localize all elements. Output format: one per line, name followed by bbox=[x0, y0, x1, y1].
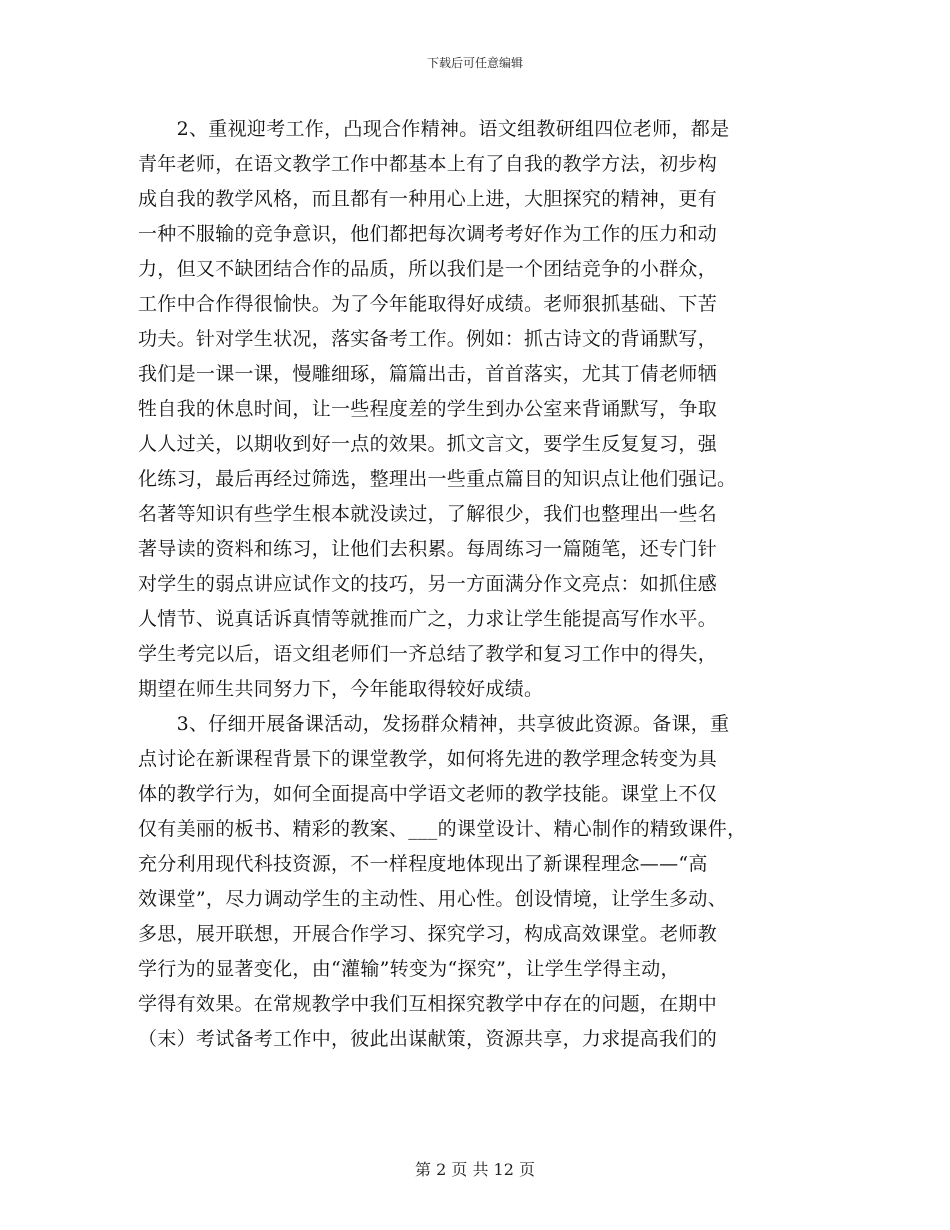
body-line: 期望在师生共同努力下，今年能取得较好成绩。 bbox=[138, 678, 544, 700]
body-line: 2、重视迎考工作，凸现合作精神。语文组教研组四位老师，都是 bbox=[138, 118, 730, 140]
document-body bbox=[138, 112, 828, 1057]
body-line: 3、仔细开展备课活动，发扬群众精神，共享彼此资源。备课，重 bbox=[138, 713, 730, 735]
page-footer: 第 2 页 共 12 页 bbox=[415, 1160, 535, 1179]
body-line: 著导读的资料和练习，让他们去积累。每周练习一篇随笔，还专门针 bbox=[138, 538, 718, 560]
body-line: 工作中合作得很愉快。为了今年能取得好成绩。老师狠抓基础、下苦 bbox=[138, 293, 718, 315]
body-line: 人情节、说真话诉真情等就推而广之，力求让学生能提高写作水平。 bbox=[138, 608, 718, 630]
body-line: 成自我的教学风格，而且都有一种用心上进，大胆探究的精神，更有 bbox=[138, 188, 718, 210]
page-header: 下载后可任意编辑 bbox=[426, 56, 523, 70]
body-line: 效课堂”，尽力调动学生的主动性、用心性。创设情境，让学生多动、 bbox=[138, 888, 728, 910]
body-line: 人人过关，以期收到好一点的效果。抓文言文，要学生反复复习，强 bbox=[138, 433, 718, 455]
body-line: 青年老师，在语文教学工作中都基本上有了自我的教学方法，初步构 bbox=[138, 153, 718, 175]
body-line: （末）考试备考工作中，彼此出谋献策，资源共享，力求提高我们的 bbox=[138, 1028, 718, 1050]
body-line: 学行为的显著变化，由“灌输”转变为“探究”，让学生学得主动， bbox=[138, 958, 680, 980]
body-line: 学生考完以后，语文组老师们一齐总结了教学和复习工作中的得失， bbox=[138, 643, 718, 665]
body-line: 充分利用现代科技资源，不一样程度地体现出了新课程理念——“高 bbox=[138, 853, 708, 875]
body-line: 学得有效果。在常规教学中我们互相探究教学中存在的问题，在期中 bbox=[138, 993, 718, 1015]
body-line: 化练习，最后再经过筛选，整理出一些重点篇目的知识点让他们强记。 bbox=[138, 468, 737, 490]
body-line: 我们是一课一课，慢雕细琢，篇篇出击，首首落实，尤其丁倩老师牺 bbox=[138, 363, 718, 385]
body-line: 仅有美丽的板书、精彩的教案、___的课堂设计、精心制作的精致课件， bbox=[138, 818, 747, 840]
body-line: 力，但又不缺团结合作的品质，所以我们是一个团结竞争的小群众， bbox=[138, 258, 718, 280]
body-line: 功夫。针对学生状况，落实备考工作。例如：抓古诗文的背诵默写， bbox=[138, 328, 718, 350]
body-line: 牲自我的休息时间，让一些程度差的学生到办公室来背诵默写，争取 bbox=[138, 398, 718, 420]
body-line: 体的教学行为，如何全面提高中学语文老师的教学技能。课堂上不仅 bbox=[138, 783, 718, 805]
body-line: 多思，展开联想，开展合作学习、探究学习，构成高效课堂。老师教 bbox=[138, 923, 718, 945]
body-line: 对学生的弱点讲应试作文的技巧，另一方面满分作文亮点：如抓住感 bbox=[138, 573, 718, 595]
body-line: 名著等知识有些学生根本就没读过，了解很少，我们也整理出一些名 bbox=[138, 503, 718, 525]
body-line: 一种不服输的竞争意识，他们都把每次调考考好作为工作的压力和动 bbox=[138, 223, 718, 245]
body-line: 点讨论在新课程背景下的课堂教学，如何将先进的教学理念转变为具 bbox=[138, 748, 718, 770]
